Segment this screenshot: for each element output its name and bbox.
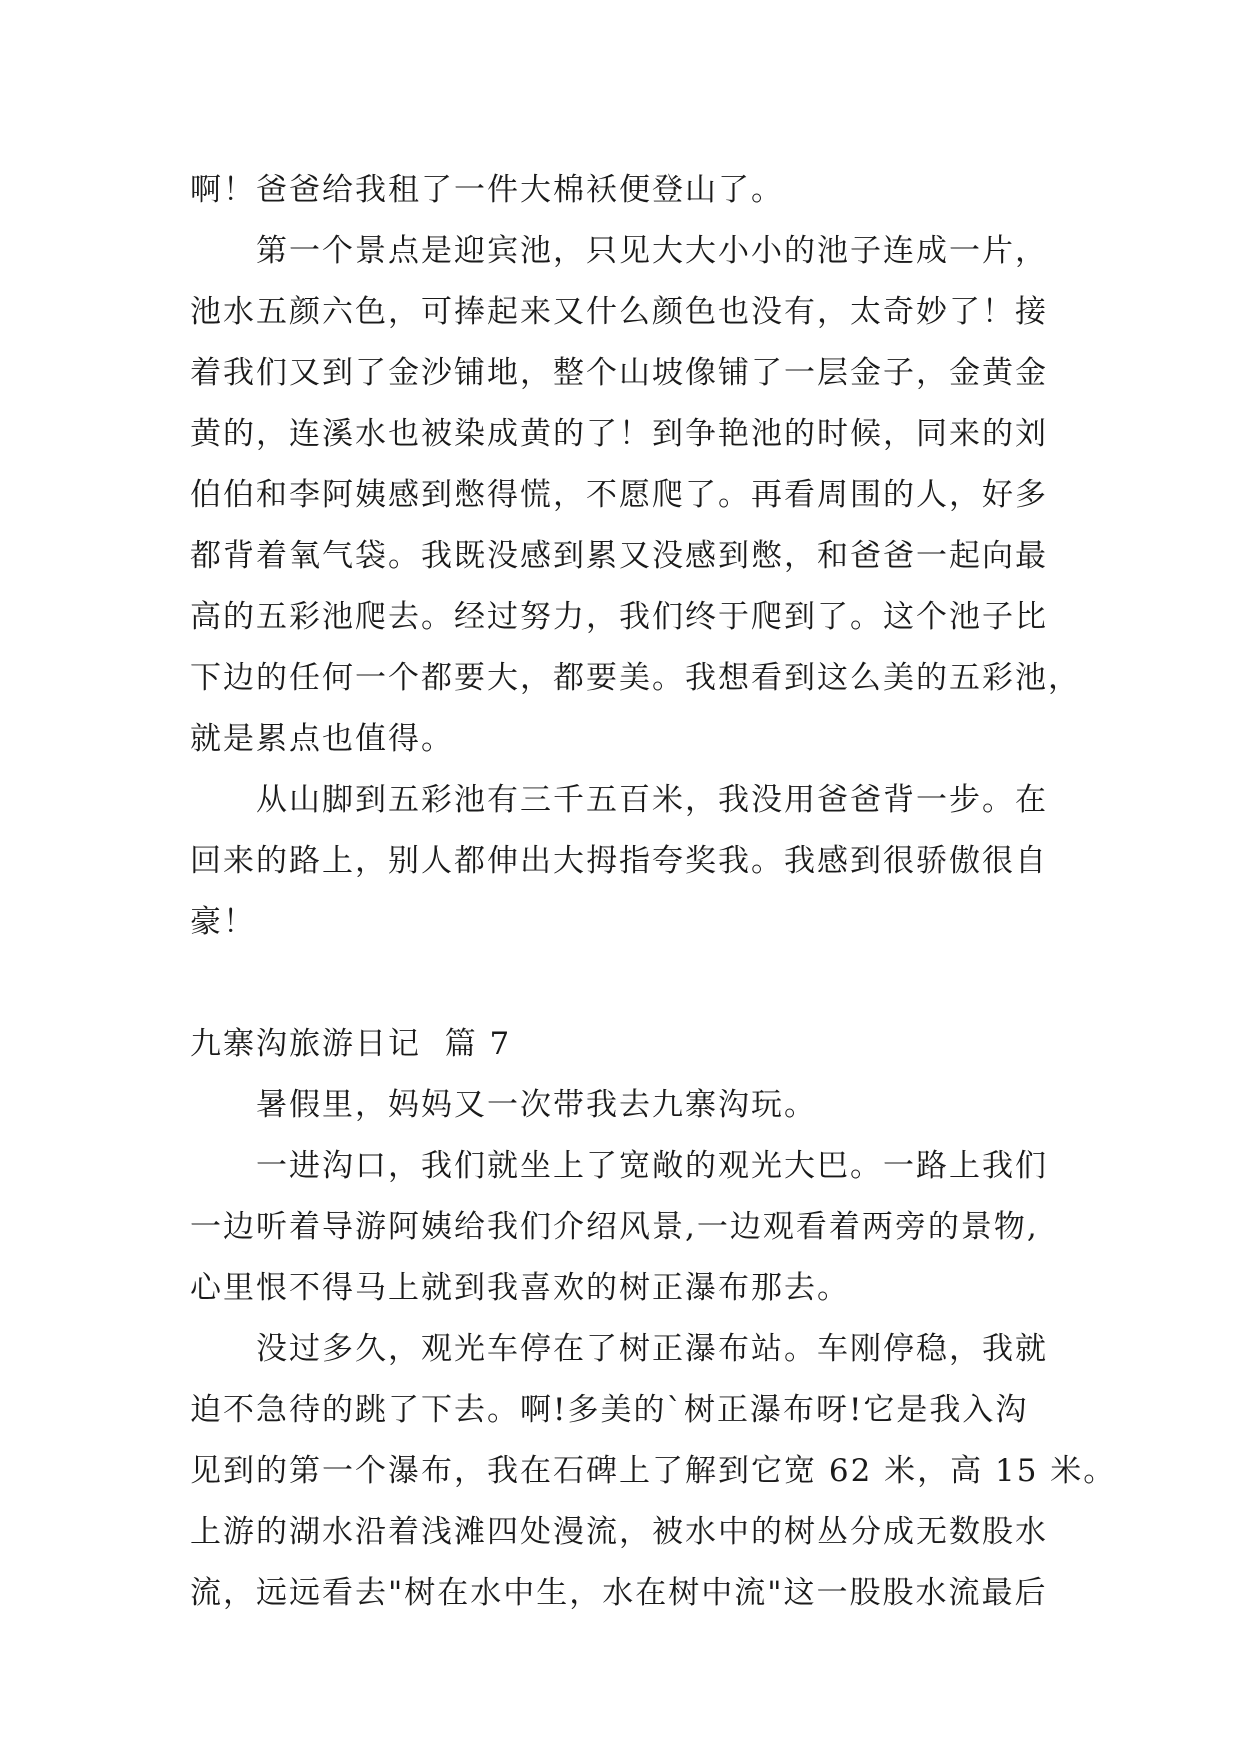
text-line: 黄的，连溪水也被染成黄的了！到争艳池的时候，同来的刘 <box>190 416 1048 452</box>
text-line: 都背着氧气袋。我既没感到累又没感到憋，和爸爸一起向最 <box>190 538 1048 574</box>
text-line: 没过多久，观光车停在了树正瀑布站。车刚停稳，我就 <box>190 1331 1048 1367</box>
paragraph <box>190 221 1081 770</box>
text-line: 暑假里，妈妈又一次带我去九寨沟玩。 <box>190 1087 817 1123</box>
paragraph <box>190 160 1070 221</box>
section-spacer <box>190 953 1070 1014</box>
text-line: 豪！ <box>190 904 256 940</box>
paragraph <box>190 1075 1070 1136</box>
text-line: 上游的湖水沿着浅滩四处漫流，被水中的树丛分成无数股水 <box>190 1514 1048 1550</box>
text-line: 一边听着导游阿姨给我们介绍风景,一边观看着两旁的景物, <box>190 1209 1039 1245</box>
paragraph <box>190 1319 1117 1624</box>
paragraph <box>190 1136 1070 1319</box>
paragraph <box>190 770 1070 953</box>
section-heading: 九寨沟旅游日记 篇 7 <box>190 1026 512 1062</box>
text-line: 就是累点也值得。 <box>190 721 454 757</box>
text-line: 啊！爸爸给我租了一件大棉袄便登山了。 <box>190 172 784 208</box>
text-line: 下边的任何一个都要大，都要美。我想看到这么美的五彩池， <box>190 660 1081 696</box>
text-line: 心里恨不得马上就到我喜欢的树正瀑布那去。 <box>190 1270 850 1306</box>
section-2 <box>190 1014 1117 1624</box>
section-1 <box>190 160 1081 953</box>
text-line: 回来的路上，别人都伸出大拇指夸奖我。我感到很骄傲很自 <box>190 843 1048 879</box>
document-body <box>190 160 1117 1624</box>
text-line: 一进沟口，我们就坐上了宽敞的观光大巴。一路上我们 <box>190 1148 1048 1184</box>
text-line: 第一个景点是迎宾池，只见大大小小的池子连成一片， <box>190 233 1048 269</box>
text-line: 高的五彩池爬去。经过努力，我们终于爬到了。这个池子比 <box>190 599 1048 635</box>
text-line: 见到的第一个瀑布，我在石碑上了解到它宽 62 米，高 15 米。 <box>190 1453 1117 1489</box>
text-line: 伯伯和李阿姨感到憋得慌，不愿爬了。再看周围的人，好多 <box>190 477 1048 513</box>
text-line: 从山脚到五彩池有三千五百米，我没用爸爸背一步。在 <box>190 782 1048 818</box>
text-line: 迫不急待的跳了下去。啊!多美的`树正瀑布呀!它是我入沟 <box>190 1392 1029 1428</box>
text-line: 着我们又到了金沙铺地，整个山坡像铺了一层金子，金黄金 <box>190 355 1048 391</box>
text-line: 流，远远看去"树在水中生，水在树中流"这一股股水流最后 <box>190 1575 1048 1611</box>
text-line: 池水五颜六色，可捧起来又什么颜色也没有，太奇妙了！接 <box>190 294 1048 330</box>
